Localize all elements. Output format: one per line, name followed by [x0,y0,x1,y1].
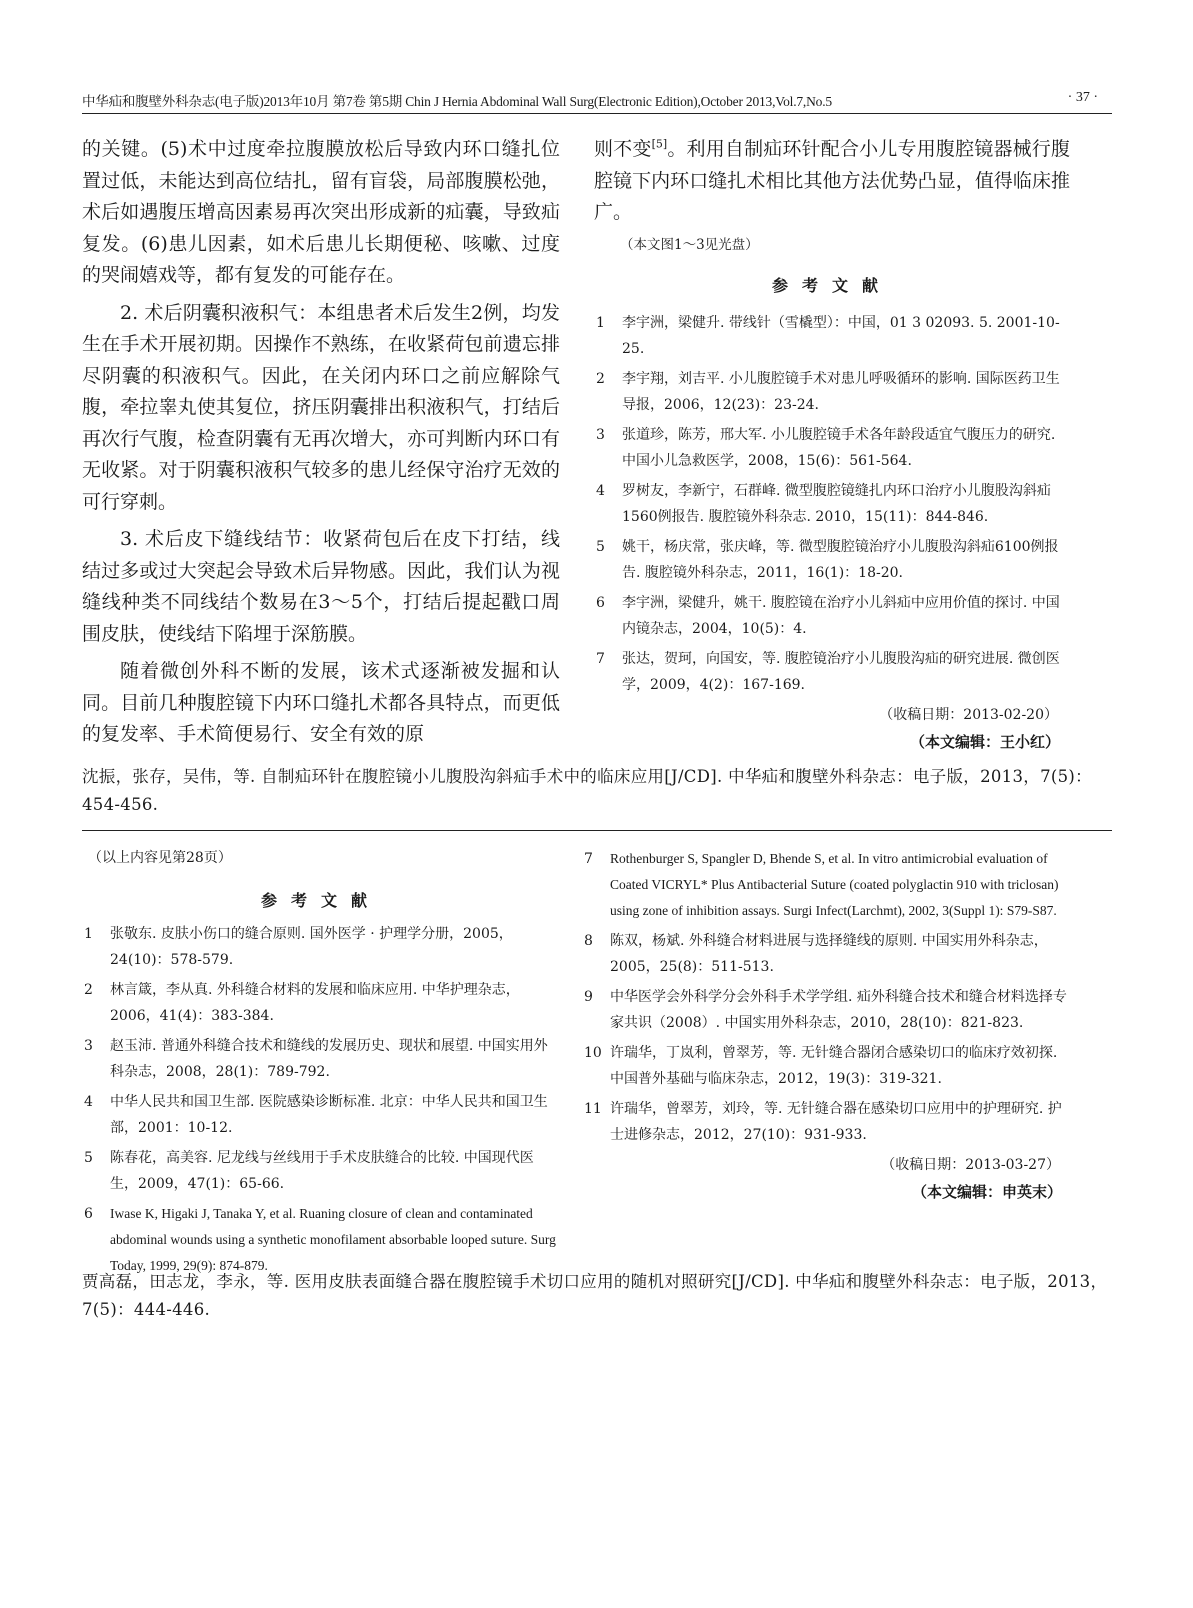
body-paragraph: 随着微创外科不断的发展，该术式逐渐被发掘和认同。目前几种腹腔镜下内环口缝扎术都各具特点，而更低的复发率、手术简便易行、安全有效的原 [82,660,560,745]
reference-number: 1 [596,314,605,331]
reference-number: 2 [596,370,605,387]
references-heading: 参考文献 [260,891,381,910]
reference-text: 张达，贺珂，向国安，等. 腹腔镜治疗小儿腹股沟疝的研究进展. 微创医学，2009，4(2)：167-169. [622,650,1060,693]
reference-text: 赵玉沛. 普通外科缝合技术和缝线的发展历史、现状和展望. 中国实用外科杂志，2008，28(1)：789-792. [110,1038,548,1080]
reference-item [82,1033,560,1085]
reference-number: 6 [84,1206,93,1222]
received-date: （收稿日期：2013-02-20） [879,706,1058,723]
closing-text-b: 。利用自制疝环针配合小儿专用腹腔镜器械行腹腔镜下内环口缝扎术相比其他方法优势凸显，值得临床推广。 [594,138,1070,223]
reference-text: 罗树友，李新宁，石群峰. 微型腹腔镜缝扎内环口治疗小儿腹股沟斜疝1560例报告. 腹腔镜外科杂志. 2010，15(11)：844-846. [622,482,1051,525]
reference-text: 姚干，杨庆常，张庆峰，等. 微型腹腔镜治疗小儿腹股沟斜疝6100例报告. 腹腔镜外科杂志，2011，16(1)：18-20. [622,538,1059,581]
reference-number: 1 [84,926,93,942]
reference-number: 8 [584,933,593,949]
article-citation: 沈振，张存，吴伟，等. 自制疝环针在腹腔镜小儿腹股沟斜疝手术中的临床应用[J/CD]. 中华疝和腹壁外科杂志：电子版，2013，7(5)：454-456. [82,767,1092,814]
references-list [82,921,560,1279]
reference-text: 许瑞华，曾翠芳，刘玲，等. 无针缝合器在感染切口应用中的护理研究. 护士进修杂志，2012，27(10)：931-933. [610,1101,1062,1143]
reference-item [582,1040,1072,1092]
reference-text: 林言箴，李从真. 外科缝合材料的发展和临床应用. 中华护理杂志，2006，41(4)：383-384. [110,982,520,1024]
editor-credit: （本文编辑：申英末） [911,1183,1062,1201]
reference-text: 张道珍，陈芳，邢大军. 小儿腹腔镜手术各年龄段适宜气腹压力的研究. 中国小儿急救医学，2008，15(6)：561-564. [622,426,1056,469]
editor-credit: （本文编辑：王小红） [909,732,1060,751]
reference-text: 陈春花，高美容. 尼龙线与丝线用于手术皮肤缝合的比较. 中国现代医生，2009，47(1)：65-66. [110,1150,534,1192]
reference-number: 11 [584,1101,602,1117]
reference-item [594,534,1070,586]
reference-item [594,590,1070,642]
reference-text: 陈双，杨斌. 外科缝合材料进展与选择缝线的原则. 中国实用外科杂志，2005，25(8)：511-513. [610,933,1048,975]
references-list [582,846,1072,1148]
reference-number: 2 [84,982,93,998]
reference-text: 张敬东. 皮肤小伤口的缝合原则. 国外医学 · 护理学分册，2005，24(10)：578-579. [110,926,513,968]
reference-text: 中华人民共和国卫生部. 医院感染诊断标准. 北京：中华人民共和国卫生部，2001：10-12. [110,1094,548,1136]
body-paragraph: 3. 术后皮下缝线结节：收紧荷包后在皮下打结，线结过多或过大突起会导致术后异物感。因此，我们认为视缝线种类不同线结个数易在3～5个，打结后提起戳口周围皮肤，使线结下陷埋于深筋膜。 [82,528,560,645]
reference-item [82,977,560,1029]
reference-item [82,921,560,973]
references-list [594,310,1070,698]
closing-text-a: 则不变 [594,138,652,160]
running-header [82,88,1112,114]
reference-number: 7 [584,851,593,867]
reference-item [582,1096,1072,1148]
journal-header-text: 中华疝和腹壁外科杂志(电子版)2013年10月 第7卷 第5期 Chin J Hernia Abdominal Wall Surg(Electronic Edition),October 2013,Vol.7,No.5 [82,94,832,109]
body-paragraph: 的关键。(5)术中过度牵拉腹膜放松后导致内环口缝扎位置过低，未能达到高位结扎，留有盲袋，局部腹膜松弛，术后如遇腹压增高因素易再次突出形成新的疝囊，导致疝复发。(6)患儿因素，如术后患儿长期便秘、咳嗽、过度的哭闹嬉戏等，都有复发的可能存在。 [82,138,560,286]
article-body-right [594,134,1070,756]
reference-text: Rothenburger S, Spangler D, Bhende S, et al. In vitro antimicrobial evaluation of Coated VICRYL* Plus Antibacterial Suture (coated polyglactin 910 with triclosan) using zone of inhibition assays. Surgi Infect(Larchmt), 2002, 3(Suppl 1): S79-S87. [610,851,1059,918]
article-citation: 贾高磊，田志龙，李永，等. 医用皮肤表面缝合器在腹腔镜手术切口应用的随机对照研究[J/CD]. 中华疝和腹壁外科杂志：电子版，2013，7(5)：444-446. [82,1272,1108,1319]
reference-number: 5 [84,1150,93,1166]
reference-number: 4 [596,482,605,499]
section-divider [82,830,1112,831]
reference-number: 10 [584,1045,602,1061]
lower-left-column [82,846,560,1283]
reference-item [594,646,1070,698]
citation-marker: [5] [651,137,668,151]
figure-note: （本文图1～3见光盘） [620,236,759,253]
references-heading: 参考文献 [771,275,892,295]
received-date: （收稿日期：2013-03-27） [881,1157,1060,1173]
reference-number: 5 [596,538,605,555]
lower-right-column [582,846,1072,1206]
reference-item [582,846,1072,924]
continuation-note: （以上内容见第28页） [88,850,232,866]
reference-text: 李宇洲，梁健升. 带线针（雪橇型）：中国，01 3 02093. 5. 2001-10-25. [622,314,1060,357]
reference-item [594,422,1070,474]
reference-item [594,310,1070,362]
reference-item [82,1089,560,1141]
reference-text: 李宇洲，梁健升，姚干. 腹腔镜在治疗小儿斜疝中应用价值的探讨. 中国内镜杂志，2004，10(5)：4. [622,594,1060,637]
reference-number: 4 [84,1094,93,1110]
reference-item [594,478,1070,530]
reference-number: 3 [84,1038,93,1054]
reference-number: 3 [596,426,605,443]
reference-item [82,1145,560,1197]
page-number: · 37 · [1067,90,1098,105]
reference-number: 7 [596,650,605,667]
article-body-left [82,134,560,751]
reference-text: 中华医学会外科学分会外科手术学学组. 疝外科缝合技术和缝合材料选择专家共识（2008）. 中国实用外科杂志，2010，28(10)：821-823. [610,989,1067,1031]
reference-text: Iwase K, Higaki J, Tanaka Y, et al. Ruaning closure of clean and contaminated abdominal wounds using a synthetic monofilament absorbable looped suture. Surg Today, 1999, 29(9): 874-879. [110,1206,556,1273]
reference-item [582,984,1072,1036]
reference-number: 9 [584,989,593,1005]
reference-text: 李宇翔，刘吉平. 小儿腹腔镜手术对患儿呼吸循环的影响. 国际医药卫生导报，2006，12(23)：23-24. [622,370,1060,413]
reference-text: 许瑞华，丁岚利，曾翠芳，等. 无针缝合器闭合感染切口的临床疗效初探. 中国普外基础与临床杂志，2012，19(3)：319-321. [610,1045,1058,1087]
body-paragraph: 2. 术后阴囊积液积气：本组患者术后发生2例，均发生在手术开展初期。因操作不熟练，在收紧荷包前遗忘排尽阴囊的积液积气。因此，在关闭内环口之前应解除气腹，牵拉睾丸使其复位，挤压阴囊排出积液积气，打结后再次行气腹，检查阴囊有无再次增大，亦可判断内环口有无收紧。对于阴囊积液积气较多的患儿经保守治疗无效的可行穿刺。 [82,301,560,513]
reference-item [582,928,1072,980]
closing-paragraph [594,134,1070,229]
reference-number: 6 [596,594,605,611]
reference-item [594,366,1070,418]
